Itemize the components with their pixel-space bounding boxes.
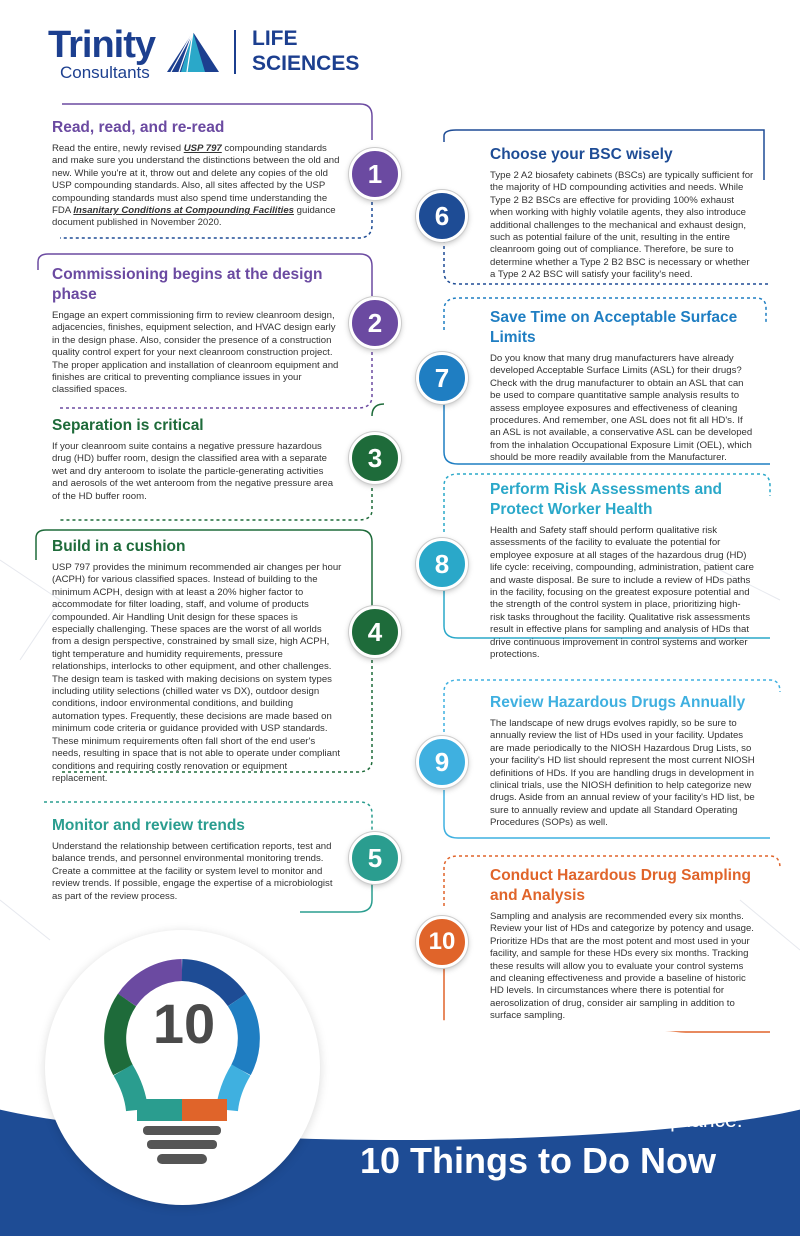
section-6 <box>490 145 755 282</box>
section-body: Type 2 A2 biosafety cabinets (BSCs) are typically sufficient for the majority of HD compounding activities and needs. While Type 2 B2 BSCs are effective for providing 100% exhaust when working with highly volatile agents, they also introduce additional challenges to the mechanical and exhaust design, such as potential failure of the unit, resulting in the entire cleanroom going out of compliance. Therefore, be sure to determine whether a Type 2 B2 BSC is necessary or whether a Type 2 A2 BSC will satisfy your facility's need. <box>490 170 754 281</box>
section-4 <box>52 537 342 785</box>
step-number-8: 8 <box>416 538 468 590</box>
section-title: Build in a cushion <box>52 538 186 555</box>
section-title: Choose your BSC wisely <box>490 146 673 163</box>
section-body: Engage an expert commissioning firm to review cleanroom design, adjacencies, finishes, equipment selection, and HVAC design early in the design phase. Also, consider the presence of a construction quality control expert for your next cleanroom construction project. The proper application and installation of cleanroom equipment and finishes are critical to preventing compliance issues in your classified spaces. <box>52 310 339 396</box>
section-2 <box>52 265 342 397</box>
section-body: Do you know that many drug manufacturers have already developed Acceptable Surface Limits (ASL) for their drugs? Check with the drug manufacturer to obtain an ASL that can be used to compare quantitative sample analysis results to assess employee exposures and effectiveness of cleaning procedures. And remember, one ASL does not fit all HD's. If an ASL is not available, a conservative ASL can be developed from the inhalation Occupational Exposure Limit (OEL), which should be more readily available from the Manufacturer. <box>490 353 753 464</box>
section-7 <box>490 308 755 465</box>
section-1 <box>52 118 342 230</box>
step-number-6: 6 <box>416 190 468 242</box>
section-body: Health and Safety staff should perform qualitative risk assessments of the facility to evaluate the potential for employee exposure at all stages of the hazardous drug (HD) life cycle: receiving, compounding, administration, patient care and waste disposal. Be sure to include a review of HDs paths in the facility, focusing on the greatest exposure potential and the strength of the control system in place, prioritizing high-risk tasks throughout the facility. Qualitative risk assessments result in effective plans for sampling and analysis of HDs that drive continuous improvement in control systems and worker protections. <box>490 525 754 661</box>
section-title: Read, read, and re-read <box>52 119 225 136</box>
section-title: Review Hazardous Drugs Annually <box>490 694 746 711</box>
section-body: Sampling and analysis are recommended every six months. Review your list of HDs and categorize by potency and usage. Prioritize HDs that are the most potent and most used in your facility, and sample for these HDs every six months. Tracking these results will allow you to evaluate your control systems and cleaning effectiveness and provide a baseline of historic HD levels. In circumstances where there is potential for aerosolization of drug, consider air sampling in addition to surface sampling. <box>490 911 754 1022</box>
section-body <box>52 143 342 230</box>
usp-797-link[interactable]: USP 797 <box>183 143 222 154</box>
step-number-3: 3 <box>349 432 401 484</box>
section-title: Commissioning begins at the design phase <box>52 266 323 303</box>
logo-wordmark: Trinity <box>48 24 156 66</box>
section-title: Monitor and review trends <box>52 817 245 834</box>
division-line-1: LIFE <box>252 27 298 50</box>
section-body: If your cleanroom suite contains a negative pressure hazardous drug (HD) buffer room, design the classified area with a separate wet and dry anteroom to isolate the particle-generating activities and aerosols of the wet anteroom from the negative pressure area of the HD buffer room. <box>52 441 334 502</box>
logo-subtitle: Consultants <box>60 63 150 82</box>
step-number-10: 10 <box>416 916 468 968</box>
lightbulb-icon <box>95 950 270 1170</box>
step-number-7: 7 <box>416 352 468 404</box>
body-text: guidance document published in November 2020. <box>52 205 336 229</box>
fda-guidance-link[interactable]: Insanitary Conditions at Compounding Facilities <box>73 205 294 217</box>
section-9 <box>490 693 755 830</box>
section-title: Conduct Hazardous Drug Sampling and Analysis <box>490 867 751 904</box>
section-title: Separation is critical <box>52 417 204 434</box>
body-text: compounding standards and make sure you understand the distinctions between the old and new. While you're at it, throw out and delete any copies of the old USP compounding standards. Also, all sites affected by the USP compounding standards must also spend time understanding the FDA <box>52 143 340 217</box>
section-body: The landscape of new drugs evolves rapidly, so be sure to annually review the list of HDs used in your facility. Updates are made periodically to the NIOSH Hazardous Drug Lists, so your facility's HD list should represent the most current NIOSH definitions of HDs. If you are handling drugs in development in clinical trials, use the NIOSH definition to help categorize new drugs. Aside from an annual review of your facility's HD list, be sure to annually review and update all Standard Operating Procedures (SOPs) as well. <box>490 718 755 829</box>
bulb-number: 10 <box>152 992 216 1055</box>
step-number-4: 4 <box>349 606 401 658</box>
footer-subtitle: Countdown to USP 797/800 Compliance: <box>360 1109 743 1132</box>
section-10 <box>490 866 755 1023</box>
section-3 <box>52 416 342 503</box>
division-line-2: SCIENCES <box>252 52 360 75</box>
footer-title: 10 Things to Do Now <box>360 1140 716 1181</box>
step-number-1: 1 <box>349 148 401 200</box>
body-text: Read the entire, newly revised <box>52 143 184 154</box>
section-8 <box>490 480 755 661</box>
section-5 <box>52 816 342 903</box>
section-title: Perform Risk Assessments and Protect Worker Health <box>490 481 723 518</box>
step-number-2: 2 <box>349 297 401 349</box>
section-body: USP 797 provides the minimum recommended air changes per hour (ACPH) for various classified spaces. Instead of building to the minimum ACPH, design with at least a 20% higher factor to accommodate for filter loading, staff, and volume of products compounded. Air Handling Unit design for these spaces is especially challenging. These spaces are the worst of all worlds from a design perspective, constrained by small size, high ACPH, tight temperature and humidity requirements, pressure relationships, interlocks to other equipment, and other challenges. The design team is tasked with making decisions on system types including utility selections (chilled water vs DX), outdoor design conditions, indoor environmental conditions, and building automation types. Frequently, these decisions are made based on minimum code criteria or guidance provided with USP standards. These minimum requirements often fall short of the end user's needs, resulting in space that is not able to operate under compliant conditions and requiring costly renovation or equipment replacement. <box>52 562 342 784</box>
step-number-9: 9 <box>416 736 468 788</box>
section-title: Save Time on Acceptable Surface Limits <box>490 309 738 346</box>
section-body: Understand the relationship between certification reports, test and balance trends, and personnel environmental monitoring trends. Create a committee at the facility or system level to monitor and review trends. If possible, engage the expertise of a microbiologist as part of the review process. <box>52 841 333 902</box>
step-number-5: 5 <box>349 832 401 884</box>
